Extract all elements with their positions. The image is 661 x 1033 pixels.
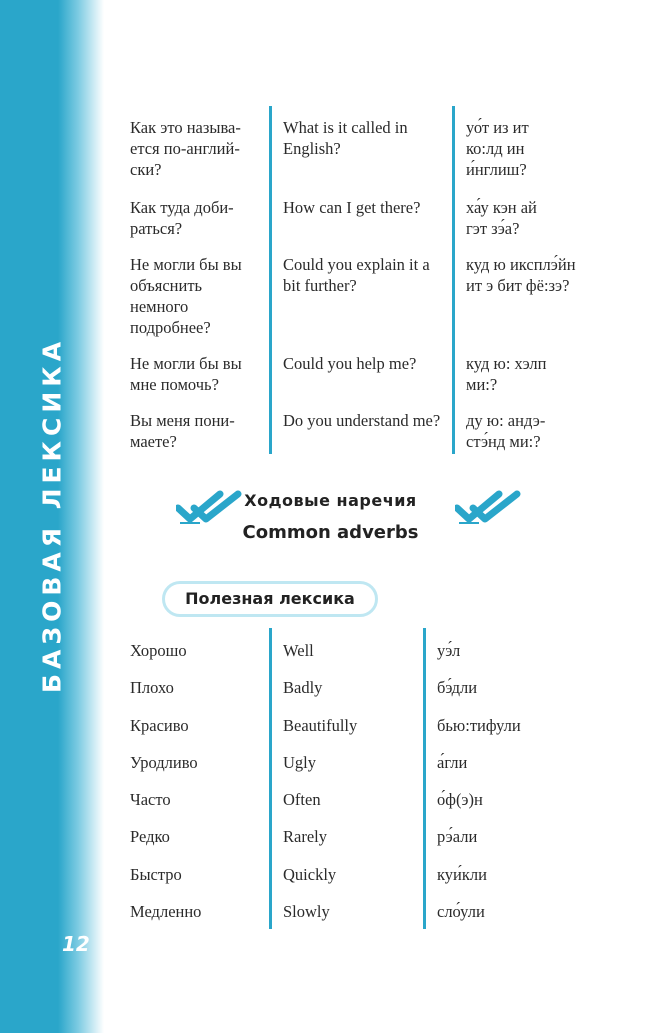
phrase-transcription: уо́т из ит ко:лд ин и́нглиш? bbox=[466, 118, 529, 179]
adverb-transcription: а́гли bbox=[437, 753, 468, 772]
adverb-ru: Часто bbox=[130, 790, 171, 809]
adverb-transcription: бью:тифули bbox=[437, 716, 521, 735]
adverb-en: Badly bbox=[283, 678, 323, 697]
adverb-ru: Хорошо bbox=[130, 641, 187, 660]
adverb-ru: Быстро bbox=[130, 865, 182, 884]
phrase-ru: Как туда доби-раться? bbox=[130, 198, 234, 238]
phrase-en: Could you explain it a bit further? bbox=[283, 255, 430, 295]
adverb-transcription: бэ́дли bbox=[437, 678, 478, 697]
phrase-transcription: куд ю иксплэ́йн ит э бит фё:зэ? bbox=[466, 255, 576, 295]
phrase-ru: Как это называ-ется по-англий-ски? bbox=[130, 118, 241, 179]
column-divider bbox=[452, 106, 455, 454]
adverb-en: Rarely bbox=[283, 827, 327, 846]
phrase-en: What is it called in English? bbox=[283, 118, 408, 158]
phrase-ru: Вы меня пони-маете? bbox=[130, 411, 235, 451]
adverb-ru: Красиво bbox=[130, 716, 189, 735]
adverb-en: Beautifully bbox=[283, 716, 358, 735]
phrase-transcription: куд ю: хэлп ми:? bbox=[466, 354, 547, 394]
phrase-en: Do you understand me? bbox=[283, 411, 441, 430]
adverb-transcription: куи́кли bbox=[437, 865, 487, 884]
column-divider bbox=[269, 628, 272, 929]
adverb-en: Ugly bbox=[283, 753, 316, 772]
adverb-transcription: уэ́л bbox=[437, 641, 461, 660]
page-number: 12 bbox=[62, 932, 90, 956]
phrase-en: Could you help me? bbox=[283, 354, 417, 373]
phrase-en: How can I get there? bbox=[283, 198, 421, 217]
vocab-label: Полезная лексика bbox=[185, 589, 355, 608]
adverb-transcription: рэ́али bbox=[437, 827, 478, 846]
phrase-transcription: ха́у кэн ай гэт зэ́а? bbox=[466, 198, 537, 238]
phrase-ru: Не могли бы вы объяснить немного подробнее? bbox=[130, 255, 242, 337]
adverb-ru: Плохо bbox=[130, 678, 174, 697]
column-divider bbox=[269, 106, 272, 454]
section-title-ru: Ходовые наречия bbox=[244, 491, 417, 510]
adverb-en: Slowly bbox=[283, 902, 330, 921]
adverb-ru: Уродливо bbox=[130, 753, 198, 772]
adverb-ru: Редко bbox=[130, 827, 170, 846]
section-title-en: Common adverbs bbox=[242, 522, 419, 543]
section-side-title: БАЗОВАЯ ЛЕКСИКА bbox=[37, 336, 67, 694]
adverb-en: Often bbox=[283, 790, 321, 809]
phrase-transcription: ду ю: андэ-стэ́нд ми:? bbox=[466, 411, 546, 451]
phrase-ru: Не могли бы вы мне помочь? bbox=[130, 354, 242, 394]
vocab-label-badge bbox=[162, 581, 378, 617]
adverb-ru: Медленно bbox=[130, 902, 202, 921]
adverb-en: Quickly bbox=[283, 865, 337, 884]
adverb-en: Well bbox=[283, 641, 314, 660]
adverb-transcription: о́ф(э)н bbox=[437, 790, 483, 809]
adverb-transcription: сло́ули bbox=[437, 902, 485, 921]
